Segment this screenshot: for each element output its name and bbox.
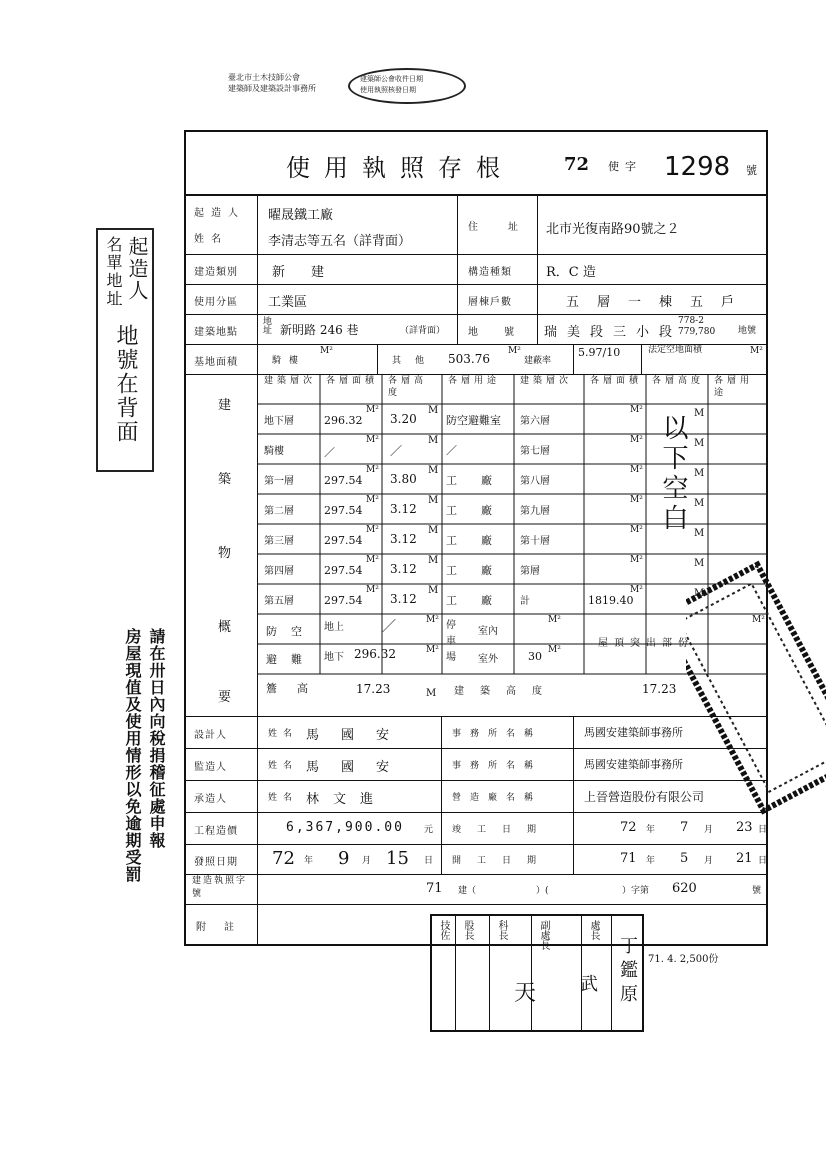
zone-label: 使用分區 bbox=[194, 297, 238, 308]
stamp-text: 臺北市土木技師公會 建築師及建築設計事務所 bbox=[228, 73, 316, 93]
top-stamp bbox=[228, 68, 468, 108]
area-unit: M² bbox=[366, 555, 379, 565]
contractor-name-label: 姓名 bbox=[268, 793, 299, 803]
other-label: 其他 bbox=[392, 356, 439, 366]
seal-role: 股長 bbox=[462, 920, 473, 940]
owner-label: 起造人 bbox=[194, 208, 245, 219]
height2-unit: M bbox=[694, 468, 705, 479]
seal-cell bbox=[532, 916, 582, 1030]
form-header bbox=[186, 132, 766, 196]
total-area: 1819.40 bbox=[588, 594, 634, 607]
floor-use: 工廠 bbox=[446, 564, 516, 577]
height2-unit: M bbox=[694, 558, 705, 569]
floor-height: 3.12 bbox=[390, 502, 417, 516]
form-title: 使用執照存根 bbox=[286, 154, 514, 182]
floor-height: 3.12 bbox=[390, 532, 417, 546]
side-char-3: 物 bbox=[218, 546, 232, 561]
floor-height: 3.12 bbox=[390, 592, 417, 606]
floor-use: 工廠 bbox=[446, 534, 516, 547]
height-unit: M bbox=[428, 525, 439, 536]
start-year: 71 bbox=[620, 851, 637, 866]
roof-unit: M² bbox=[752, 615, 765, 625]
floor-area: 297.54 bbox=[324, 504, 363, 517]
supervisor-row bbox=[186, 748, 766, 781]
area2-unit: M² bbox=[630, 525, 643, 535]
floor2-label: 第八層 bbox=[520, 476, 550, 487]
grid-header: 建築層次 bbox=[520, 376, 573, 386]
building-side-label bbox=[186, 374, 258, 716]
eave-label: 簷高 bbox=[266, 682, 328, 695]
site-location-note: （詳背面） bbox=[400, 326, 446, 336]
area2-unit: M² bbox=[630, 495, 643, 505]
site-area-row bbox=[186, 344, 766, 375]
designer-name: 馬國安 bbox=[306, 728, 412, 743]
other-unit: M² bbox=[508, 346, 521, 356]
handwritten-signature: 天 bbox=[514, 981, 537, 1006]
floor2-label: 第九層 bbox=[520, 506, 550, 517]
structure-type: R．C 造 bbox=[546, 265, 596, 280]
open-space-label: 法定空地面積 bbox=[648, 345, 703, 355]
issue-month: 9 bbox=[338, 848, 350, 869]
floors-label: 層棟戶數 bbox=[468, 297, 512, 308]
owner-row bbox=[186, 194, 766, 255]
completion-day: 23 bbox=[736, 820, 753, 835]
contractor-name: 林文進 bbox=[306, 792, 388, 807]
issue-day-char: 日 bbox=[424, 856, 434, 866]
shelter-above-unit: M² bbox=[426, 615, 439, 625]
height2-unit: M bbox=[694, 528, 705, 539]
cost-row bbox=[186, 812, 766, 845]
start-month: 5 bbox=[680, 851, 689, 866]
cost-label: 工程造價 bbox=[194, 826, 238, 837]
height-unit: M bbox=[428, 405, 439, 416]
permit-year: 72 bbox=[564, 154, 590, 175]
height2-unit: M bbox=[694, 438, 705, 449]
grid-header: 各層高度 bbox=[652, 376, 705, 386]
seal-cell bbox=[490, 916, 532, 1030]
arcade-label: 騎樓 bbox=[272, 356, 307, 366]
grid-header: 各層用途 bbox=[448, 376, 501, 386]
grid-header: 各層高度 bbox=[388, 376, 428, 398]
issue-year-char: 年 bbox=[304, 856, 314, 866]
area-unit: M² bbox=[366, 435, 379, 445]
completion-label: 竣工日期 bbox=[452, 825, 553, 835]
zone-row bbox=[186, 284, 766, 315]
owner-address: 北市光復南路90號之２ bbox=[546, 222, 680, 237]
permit-hao: 號 bbox=[752, 886, 762, 896]
floor-use: 工廠 bbox=[446, 594, 516, 607]
shelter-label: 防空避難 bbox=[266, 625, 316, 666]
height-unit: M bbox=[428, 435, 439, 446]
permit-label: 建造執照字號 bbox=[192, 876, 248, 899]
completion-year: 72 bbox=[620, 820, 637, 835]
side-char-1: 建 bbox=[218, 398, 232, 413]
permit-char: 使字 bbox=[608, 160, 642, 173]
permit-number: 1298 bbox=[664, 152, 731, 182]
construction-cost: 6,367,900.00 bbox=[286, 820, 404, 835]
building-summary bbox=[186, 374, 766, 717]
completion-month: 7 bbox=[680, 820, 689, 835]
height2-unit: M bbox=[694, 588, 705, 599]
floor-area: 297.54 bbox=[324, 594, 363, 607]
month-char: 月 bbox=[704, 825, 714, 835]
supervisor-office-label: 事務所名稱 bbox=[452, 761, 543, 771]
area-unit: M² bbox=[366, 585, 379, 595]
floors-value: 五層一棟五戶 bbox=[566, 295, 753, 310]
grid-header: 建築層次 bbox=[264, 376, 317, 386]
usage-permit-form bbox=[184, 130, 768, 946]
grid-header: 各層面積 bbox=[326, 376, 379, 386]
oval-stamp: 建築師公會收件日期 使用執照核發日期 bbox=[348, 68, 466, 104]
side-note-col2: 名單地址 bbox=[104, 236, 123, 308]
issue-label: 發照日期 bbox=[194, 857, 238, 868]
roof-label: 屋頂突出部份 bbox=[598, 638, 694, 649]
contractor-company: 上晉營造股份有限公司 bbox=[584, 790, 705, 804]
shelter-above-label: 地上 bbox=[324, 622, 344, 633]
handwritten-signature: 武 bbox=[580, 974, 598, 995]
coverage-ratio: 5.97/10 bbox=[578, 346, 621, 359]
designer-row bbox=[186, 716, 766, 749]
floor-area: 296.32 bbox=[324, 414, 363, 427]
floor-height: 3.20 bbox=[390, 412, 417, 426]
tax-note-col1: 請在卅日內向稅捐稽征處申報 bbox=[147, 628, 166, 849]
start-year-char: 年 bbox=[646, 856, 656, 866]
parking-out-label: 室外 bbox=[478, 654, 498, 665]
start-label: 開工日期 bbox=[452, 856, 553, 866]
height-unit: M bbox=[428, 585, 439, 596]
supervisor-name-label: 姓名 bbox=[268, 761, 299, 771]
floor-area: 297.54 bbox=[324, 564, 363, 577]
start-day: 21 bbox=[736, 851, 753, 866]
floor-label: 第四層 bbox=[264, 566, 294, 577]
shelter-below-label: 地下 bbox=[324, 652, 344, 663]
seal-role: 處長 bbox=[588, 920, 599, 940]
construction-type-row bbox=[186, 254, 766, 285]
floor-label: 第一層 bbox=[264, 476, 294, 487]
floor-height: ／ bbox=[390, 444, 403, 458]
issue-month-char: 月 bbox=[362, 856, 372, 866]
area2-unit: M² bbox=[630, 585, 643, 595]
grid-header: 各層面積 bbox=[590, 376, 643, 386]
address-label: 住址 bbox=[468, 222, 548, 233]
parking-in-label: 室內 bbox=[478, 626, 498, 637]
floor2-label: 第六層 bbox=[520, 416, 550, 427]
side-note-box bbox=[96, 228, 154, 472]
parking-in-unit: M² bbox=[548, 615, 561, 625]
tax-note-col2: 房屋現值及使用情形以免逾期受罰 bbox=[123, 628, 142, 883]
floor-label: 地下層 bbox=[264, 416, 294, 427]
construction-category: 新建 bbox=[272, 265, 351, 280]
supervisor-name: 馬國安 bbox=[306, 760, 412, 775]
lot-label: 地號 bbox=[468, 327, 540, 338]
site-row bbox=[186, 314, 766, 345]
side-char-2: 築 bbox=[218, 472, 232, 487]
seal-role: 科長 bbox=[496, 920, 507, 940]
floor-use: ／ bbox=[446, 444, 481, 457]
designer-label: 設計人 bbox=[194, 730, 227, 741]
seal-cell bbox=[432, 916, 456, 1030]
seal-role: 技佐 bbox=[438, 920, 449, 940]
area-unit: M² bbox=[366, 495, 379, 505]
floor-label: 騎樓 bbox=[264, 446, 284, 457]
permit-text3: ）字第 bbox=[622, 886, 650, 896]
edge-stamp bbox=[686, 560, 826, 820]
height-unit: M bbox=[428, 465, 439, 476]
category-label: 建造類別 bbox=[194, 267, 238, 278]
name-label: 姓名 bbox=[194, 234, 228, 245]
area2-unit: M² bbox=[630, 405, 643, 415]
side-note-col1: 起造人 bbox=[125, 236, 149, 302]
site-area-label: 基地面積 bbox=[194, 357, 238, 368]
floor2-label: 第七層 bbox=[520, 446, 550, 457]
start-day-char: 日 bbox=[758, 856, 768, 866]
shelter-below-unit: M² bbox=[426, 645, 439, 655]
approval-seal-box bbox=[430, 914, 644, 1032]
shelter-above-value: ／ bbox=[382, 619, 396, 635]
designer-office-label: 事務所名稱 bbox=[452, 729, 543, 739]
site-location: 新明路 246 巷 bbox=[280, 323, 359, 337]
height-unit: M bbox=[428, 555, 439, 566]
contractor-label: 承造人 bbox=[194, 794, 227, 805]
designer-office: 馬國安建築師事務所 bbox=[584, 726, 683, 739]
side-note-col3: 地號在背面 bbox=[113, 324, 138, 444]
contractor-company-label: 營造廠名稱 bbox=[452, 793, 543, 803]
other-area: 503.76 bbox=[448, 352, 490, 366]
zone-value: 工業區 bbox=[268, 295, 308, 310]
open-space-unit: M² bbox=[750, 346, 763, 356]
side-char-4: 概 bbox=[218, 620, 232, 635]
floor2-label: 計 bbox=[520, 596, 530, 607]
permit-text1: 建（ bbox=[458, 886, 477, 896]
area2-unit: M² bbox=[630, 555, 643, 565]
edge-stamp-svg bbox=[686, 560, 826, 820]
supervisor-label: 監造人 bbox=[194, 762, 227, 773]
height2-unit: M bbox=[694, 498, 705, 509]
permit-hao: 號 bbox=[746, 164, 757, 177]
tax-reminder-note bbox=[106, 628, 166, 928]
area-unit: M² bbox=[366, 465, 379, 475]
seal-name: 丁鑑原 bbox=[617, 936, 638, 1008]
coverage-label: 建蔽率 bbox=[524, 356, 552, 366]
arcade-unit: M² bbox=[320, 346, 333, 356]
height2-unit: M bbox=[694, 408, 705, 419]
lot-numbers: 778-2 779,780 bbox=[678, 316, 716, 337]
supervisor-office: 馬國安建築師事務所 bbox=[584, 758, 683, 771]
issue-year: 72 bbox=[272, 848, 295, 869]
owner-name: 李清志等五名（詳背面） bbox=[268, 234, 412, 249]
floor-label: 第二層 bbox=[264, 506, 294, 517]
start-month-char: 月 bbox=[704, 856, 714, 866]
grid-header: 各層用途 bbox=[714, 376, 754, 398]
lot-suffix: 地號 bbox=[738, 326, 757, 336]
year-char: 年 bbox=[646, 825, 656, 835]
permit-ref-number: 620 bbox=[672, 881, 697, 896]
floor-area: 297.54 bbox=[324, 474, 363, 487]
parking-out-unit: M² bbox=[548, 645, 561, 655]
structure-label: 構造種類 bbox=[468, 267, 512, 278]
floor-height: 3.12 bbox=[390, 562, 417, 576]
area2-unit: M² bbox=[630, 435, 643, 445]
seal-role: 副處長 bbox=[538, 920, 549, 950]
building-height: 17.23 bbox=[642, 682, 677, 696]
day-char: 日 bbox=[758, 825, 768, 835]
issue-day: 15 bbox=[386, 848, 409, 869]
eave-unit: M bbox=[426, 688, 437, 699]
cost-unit: 元 bbox=[424, 825, 434, 835]
building-height-label: 建築高度 bbox=[454, 686, 558, 697]
floor-area: 297.54 bbox=[324, 534, 363, 547]
site-label: 建築地點 bbox=[194, 327, 238, 338]
floor-label: 第五層 bbox=[264, 596, 294, 607]
eave-height: 17.23 bbox=[356, 682, 391, 696]
parking-out-value: 30 bbox=[528, 650, 542, 663]
floor2-label: 第層 bbox=[520, 566, 540, 577]
area2-unit: M² bbox=[630, 465, 643, 475]
area-unit: M² bbox=[366, 405, 379, 415]
contractor-row bbox=[186, 780, 766, 813]
note-label: 附註 bbox=[196, 922, 252, 933]
designer-name-label: 姓名 bbox=[268, 729, 299, 739]
handwritten-blank-note: 以下空白 bbox=[658, 414, 688, 534]
site-sub-label: 地址 bbox=[261, 316, 271, 334]
shelter-below-value: 296.32 bbox=[354, 647, 396, 661]
issue-row bbox=[186, 844, 766, 875]
floor-height: 3.80 bbox=[390, 472, 417, 486]
print-mark: 71. 4. 2,500份 bbox=[648, 954, 719, 965]
height-unit: M bbox=[428, 495, 439, 506]
lot-section: 瑞美段三小段 bbox=[544, 325, 683, 340]
seal-cell bbox=[456, 916, 490, 1030]
parking-label: 停車場 bbox=[446, 620, 456, 663]
floor-use: 防空避難室 bbox=[446, 414, 501, 427]
floor2-label: 第十層 bbox=[520, 536, 550, 547]
permit-text2: ）( bbox=[536, 886, 549, 896]
floor-area: ／ bbox=[324, 446, 335, 459]
area-unit: M² bbox=[366, 525, 379, 535]
permit-row bbox=[186, 874, 766, 905]
floor-label: 第三層 bbox=[264, 536, 294, 547]
permit-year-value: 71 bbox=[426, 881, 443, 896]
floor-use: 工廠 bbox=[446, 474, 516, 487]
floor-use: 工廠 bbox=[446, 504, 516, 517]
side-char-5: 要 bbox=[218, 690, 232, 705]
owner-company: 曜晟鐵工廠 bbox=[268, 208, 334, 223]
